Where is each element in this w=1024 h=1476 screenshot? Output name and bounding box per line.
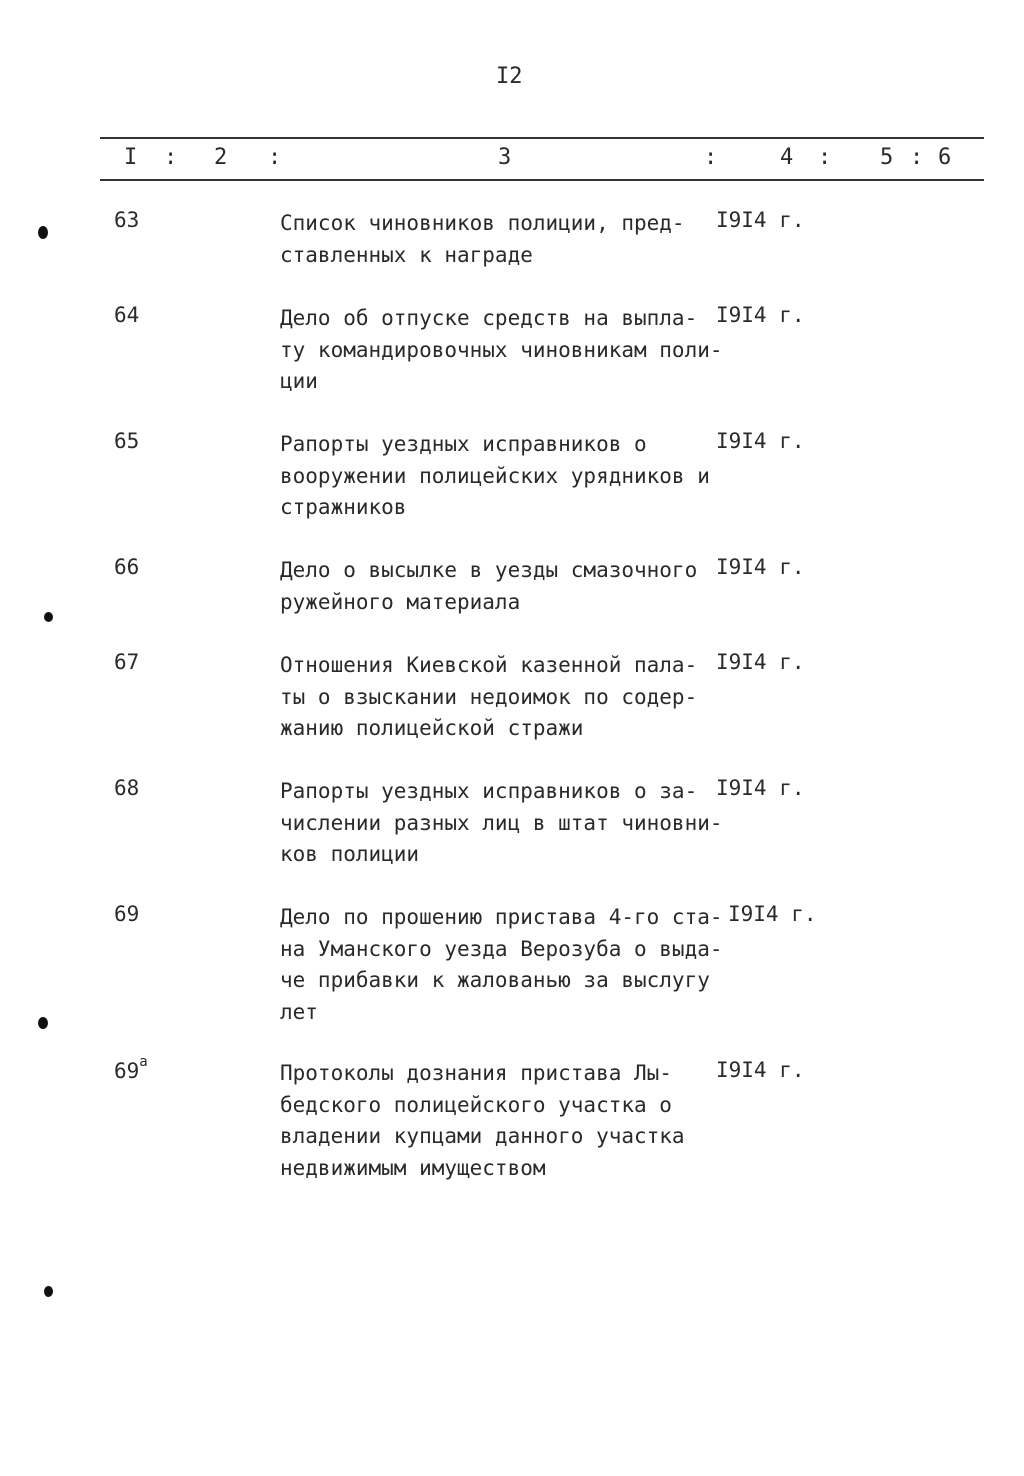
column-header-6: 6: [938, 145, 952, 170]
column-header-2: 2: [214, 145, 228, 170]
entry-number: 63: [114, 208, 140, 232]
entry-number: 64: [114, 303, 140, 327]
entry-year: I9I4 г.: [716, 303, 805, 327]
entry-title: Дело об отпуске средств на выпла- ту командировочных чиновникам поли- ции: [280, 306, 723, 393]
entry-year: I9I4 г.: [716, 208, 805, 232]
entry-number: 68: [114, 776, 140, 800]
entry-year: I9I4 г.: [728, 902, 817, 926]
entry-title: Дело по прошению пристава 4-го ста- на Уманского уезда Верозуба о выда- че прибавки к жалованью за выслугу лет: [280, 905, 723, 1024]
column-header-4: 4: [780, 145, 794, 170]
punch-hole-mark: [38, 226, 48, 239]
column-separator: :: [268, 145, 282, 170]
column-header-row: [0, 145, 1024, 175]
header-bottom-rule: [100, 179, 984, 181]
entry-year: I9I4 г.: [716, 555, 805, 579]
column-header-1: I: [124, 145, 138, 170]
entry-number: 67: [114, 650, 140, 674]
page-number: I2: [496, 64, 523, 89]
entry-title: Отношения Киевской казенной пала- ты о взыскании недоимок по содер- жанию полицейской стражи: [280, 653, 698, 740]
entry-number: 65: [114, 429, 140, 453]
entry-title: Дело о высылке в уезды смазочного ружейного материала: [280, 558, 698, 614]
entry-year: I9I4 г.: [716, 650, 805, 674]
entry-title: Протоколы дознания пристава Лы- бедского полицейского участка о владении купцами данного участка недвижимым имуществом: [280, 1061, 685, 1180]
column-separator: :: [704, 145, 718, 170]
column-separator: :: [164, 145, 178, 170]
punch-hole-mark: [44, 612, 53, 622]
entry-number: 66: [114, 555, 140, 579]
entry-number-superscript: а: [139, 1054, 148, 1070]
entry-number: 69: [114, 902, 140, 926]
column-header-5: 5: [880, 145, 894, 170]
entry-title: Список чиновников полиции, пред- ставленных к награде: [280, 211, 685, 267]
entry-title: Рапорты уездных исправников о вооружении полицейских урядников и стражников: [280, 432, 710, 519]
entry-year: I9I4 г.: [716, 776, 805, 800]
entry-number: $69^а$: [114, 1054, 148, 1083]
punch-hole-mark: [44, 1286, 53, 1297]
header-top-rule: [100, 137, 984, 139]
punch-hole-mark: [38, 1017, 48, 1029]
column-separator: :: [818, 145, 832, 170]
entry-title: Рапорты уездных исправников о за- числении разных лиц в штат чиновни- ков полиции: [280, 779, 723, 866]
entry-year: I9I4 г.: [716, 429, 805, 453]
entry-year: I9I4 г.: [716, 1058, 805, 1082]
column-separator: :: [910, 145, 924, 170]
column-header-3: 3: [498, 145, 512, 170]
